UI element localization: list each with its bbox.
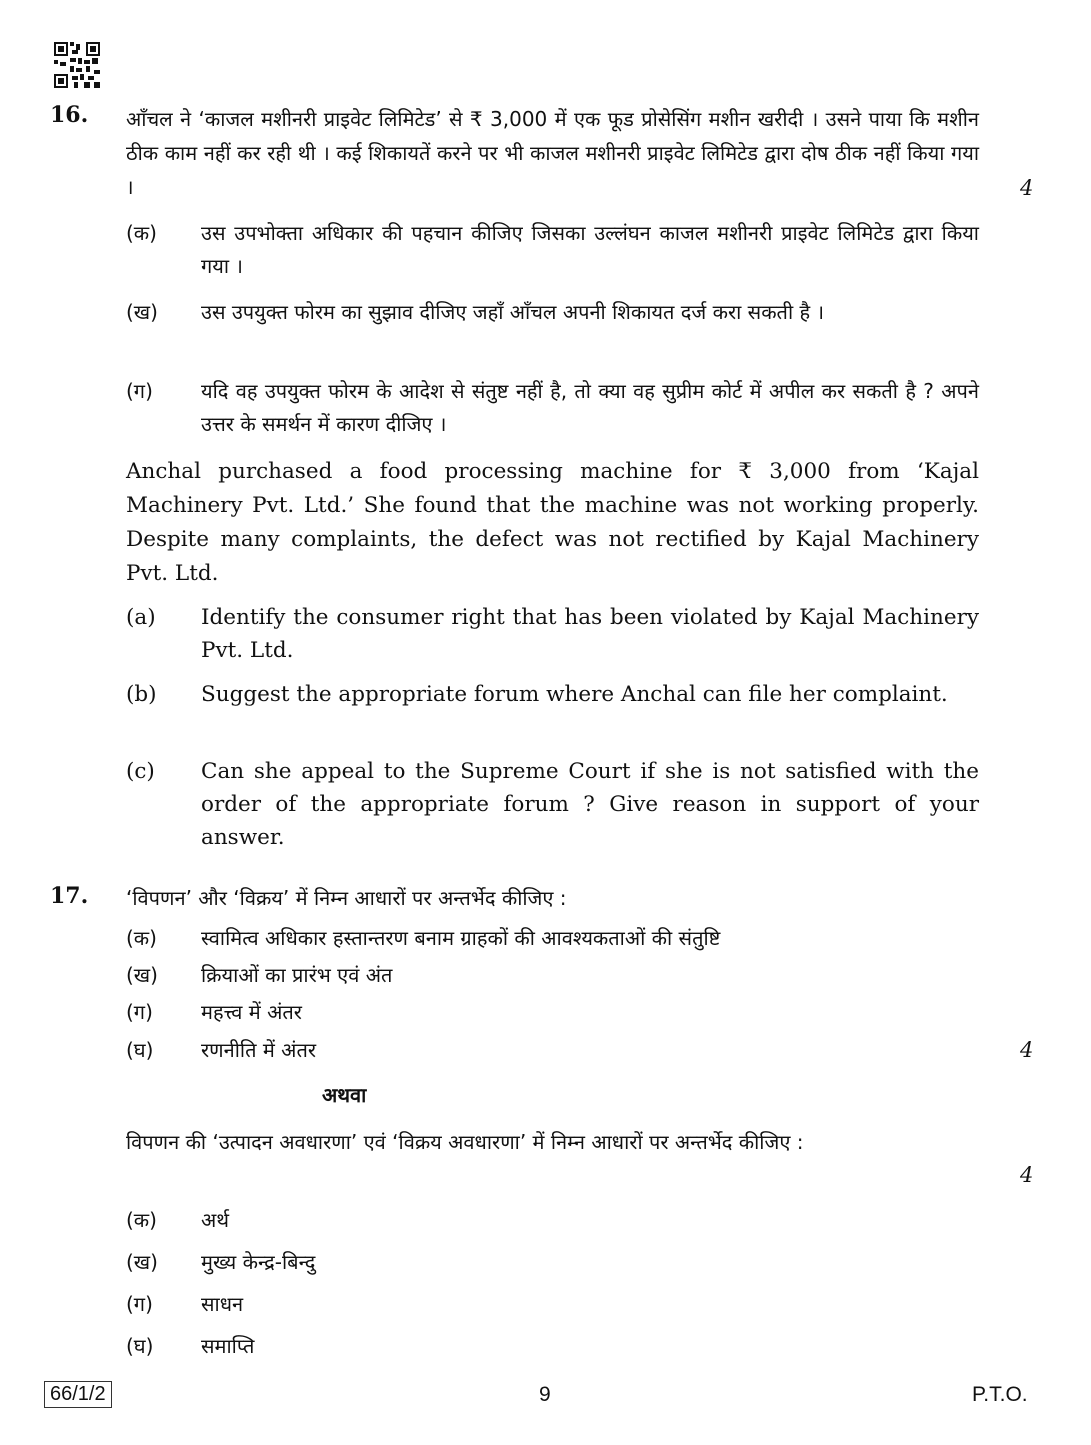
part-text: रणनीति में अंतर xyxy=(201,1038,317,1062)
part-label: (क) xyxy=(126,221,157,245)
part-text: समाप्ति xyxy=(201,1334,255,1358)
part-text: Can she appeal to the Supreme Court if she is not satisfied with the order of the appropriate forum ? Give reason in support of your answer. xyxy=(201,759,979,850)
q16-hindi-part-ga xyxy=(126,375,979,441)
part-label: (a) xyxy=(126,605,156,630)
pto-label: P.T.O. xyxy=(972,1383,1028,1406)
question-number-17: 17. xyxy=(50,883,89,909)
page-number: 9 xyxy=(539,1383,551,1406)
part-text: Identify the consumer right that has been violated by Kajal Machinery Pvt. Ltd. xyxy=(201,605,979,663)
q16-english-part-c xyxy=(126,755,979,855)
q16-english-part-b xyxy=(126,678,979,744)
qr-code xyxy=(54,42,100,88)
part-label: (क) xyxy=(126,926,157,950)
q16-hindi-part-kha xyxy=(126,296,979,362)
part-text: उस उपयुक्त फोरम का सुझाव दीजिए जहाँ आँचल अपनी शिकायत दर्ज करा सकती है । xyxy=(201,300,825,324)
part-text: यदि वह उपयुक्त फोरम के आदेश से संतुष्ट नहीं है, तो क्या वह सुप्रीम कोर्ट में अपील कर सकती है ? अपने उत्तर के समर्थन में कारण दीजिए । xyxy=(201,379,979,436)
part-text: उस उपभोक्ता अधिकार की पहचान कीजिए जिसका उल्लंघन काजल मशीनरी प्राइवेट लिमिटेड द्वारा किया गया । xyxy=(201,221,979,278)
part-label: (ख) xyxy=(126,1250,158,1274)
q16-hindi-stem: आँचल ने ‘काजल मशीनरी प्राइवेट लिमिटेड’ से ₹ 3,000 में एक फूड प्रोसेसिंग मशीन खरीदी । उसने पाया कि मशीन ठीक काम नहीं कर रही थी । कई शिकायतें करने पर भी काजल मशीनरी प्राइवेट लिमिटेड द्वारा दोष ठीक नहीं किया गया । xyxy=(126,107,979,199)
part-text: साधन xyxy=(201,1292,244,1316)
q17-alt-stem: विपणन की ‘उत्पादन अवधारणा’ एवं ‘विक्रय अवधारणा’ में निम्न आधारों पर अन्तर्भेद कीजिए : xyxy=(126,1130,804,1154)
q16-english-stem: Anchal purchased a food processing machine for ₹ 3,000 from ‘Kajal Machinery Pvt. Ltd.’ She found that the machine was not working properly. Despite many complaints, the defect was not rectified by Kajal Machinery Pvt. Ltd. xyxy=(126,459,979,586)
q17-marks: 4 xyxy=(1020,1038,1034,1062)
part-label: (ग) xyxy=(126,1000,153,1024)
part-text: मुख्य केन्द्र-बिन्दु xyxy=(201,1250,316,1274)
part-text: अर्थ xyxy=(201,1208,230,1232)
part-label: (b) xyxy=(126,682,157,707)
q16-english-part-a xyxy=(126,601,979,667)
part-label: (ख) xyxy=(126,300,158,324)
part-label: (ग) xyxy=(126,1292,153,1316)
q17-alt-marks: 4 xyxy=(1020,1163,1034,1187)
part-label: (क) xyxy=(126,1208,157,1232)
question-number-16: 16. xyxy=(50,102,89,128)
q17-hindi-stem: ‘विपणन’ और ‘विक्रय’ में निम्न आधारों पर अन्तर्भेद कीजिए : xyxy=(126,886,567,910)
part-label: (ख) xyxy=(126,963,158,987)
part-label: (ग) xyxy=(126,379,153,403)
or-heading: अथवा xyxy=(322,1083,367,1107)
q16-hindi-part-ka xyxy=(126,217,979,283)
part-text: क्रियाओं का प्रारंभ एवं अंत xyxy=(201,963,393,987)
part-label: (c) xyxy=(126,759,155,784)
part-label: (घ) xyxy=(126,1334,154,1358)
part-text: महत्त्व में अंतर xyxy=(201,1000,302,1024)
part-text: Suggest the appropriate forum where Anchal can file her complaint. xyxy=(201,682,948,707)
part-text: स्वामित्व अधिकार हस्तान्तरण बनाम ग्राहकों की आवश्यकताओं की संतुष्टि xyxy=(201,926,721,950)
paper-code: 66/1/2 xyxy=(44,1381,112,1408)
part-label: (घ) xyxy=(126,1038,154,1062)
q16-marks: 4 xyxy=(1020,176,1034,200)
